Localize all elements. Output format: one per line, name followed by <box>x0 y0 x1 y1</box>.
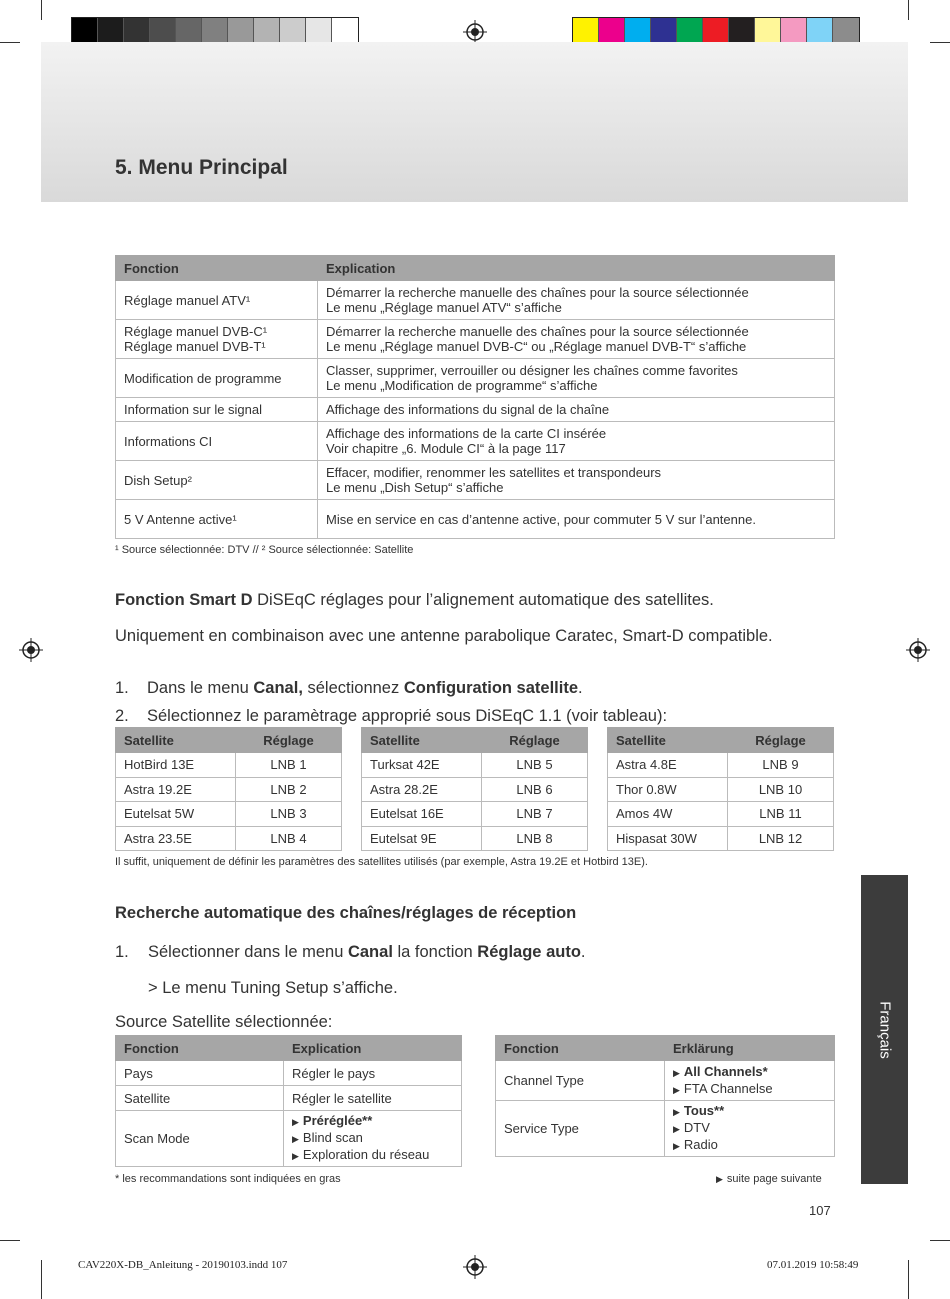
option-text: All Channels* <box>683 1063 768 1079</box>
table-row <box>116 753 342 778</box>
page-number: 107 <box>809 1203 831 1218</box>
satellite-name: Amos 4W <box>608 802 728 827</box>
table-header-row <box>608 728 834 753</box>
option-text: Tous** <box>683 1103 725 1118</box>
function-name: Service Type <box>496 1101 665 1157</box>
column-header: Réglage <box>236 728 342 753</box>
function-name: Pays <box>116 1061 284 1086</box>
table-header-row <box>116 1036 462 1061</box>
option-text: Blind scan <box>302 1130 363 1145</box>
option-text: Préréglée** <box>302 1113 373 1128</box>
table-row <box>496 1061 835 1101</box>
smartd-step-2 <box>115 707 835 726</box>
table-header-row <box>496 1036 835 1061</box>
function-name-line: 5 V Antenne active¹ <box>124 511 237 527</box>
function-description <box>318 320 835 359</box>
function-description <box>318 281 835 320</box>
table-row <box>116 802 342 827</box>
crop-mark <box>930 42 950 43</box>
smartd-title-bold: Fonction Smart D <box>115 591 253 609</box>
description-line: Démarrer la recherche manuelle des chaînes pour la source sélectionnée <box>326 324 749 339</box>
option-list <box>665 1101 835 1157</box>
arrow-right-icon: ▶ <box>292 1151 299 1161</box>
function-name <box>116 500 318 539</box>
function-description <box>318 422 835 461</box>
crop-mark <box>0 1240 20 1241</box>
lnb-setting: LNB 9 <box>728 753 834 778</box>
table-header-row <box>116 256 835 281</box>
satellite-name: Eutelsat 16E <box>362 802 482 827</box>
satellite-name: HotBird 13E <box>116 753 236 778</box>
step-text: Dans le menu <box>147 679 254 697</box>
description-line: Voir chapitre „6. Module CI“ à la page 117 <box>326 441 566 456</box>
step-text: la fonction <box>392 943 478 961</box>
table-row <box>116 320 835 359</box>
arrow-right-icon: ▶ <box>292 1134 299 1144</box>
continue-note-text: suite page suivante <box>726 1173 822 1185</box>
crop-mark <box>41 0 42 20</box>
step-text: sélectionnez <box>302 679 404 697</box>
autosearch-source: Source Satellite sélectionnée: <box>115 1013 333 1031</box>
step-number: 1. <box>115 679 129 697</box>
column-header: Erklärung <box>665 1036 835 1061</box>
crop-mark <box>41 1260 42 1299</box>
table-row <box>362 753 588 778</box>
lnb-setting: LNB 7 <box>482 802 588 827</box>
continue-note <box>716 1173 822 1185</box>
column-header: Satellite <box>116 728 236 753</box>
language-tab <box>861 875 908 1184</box>
lnb-setting: LNB 11 <box>728 802 834 827</box>
column-header: Explication <box>318 256 835 281</box>
option-text: DTV <box>683 1120 710 1135</box>
smartd-step-1 <box>115 679 835 698</box>
satellite-table-3 <box>607 727 834 851</box>
table-row <box>362 802 588 827</box>
option-text: FTA Channelse <box>683 1080 773 1096</box>
description-line: Le menu „Modification de programme“ s’affiche <box>326 378 598 393</box>
arrow-right-icon: ▶ <box>673 1084 680 1095</box>
registration-mark-icon <box>906 638 930 662</box>
table-row <box>362 826 588 851</box>
description-line: Démarrer la recherche manuelle des chaînes pour la source sélectionnée <box>326 285 749 300</box>
description-line: Classer, supprimer, verrouiller ou désigner les chaînes comme favorites <box>326 363 738 378</box>
step-number: 2. <box>115 707 129 725</box>
lnb-setting: LNB 2 <box>236 777 342 802</box>
satellite-name: Hispasat 30W <box>608 826 728 851</box>
crop-mark <box>0 42 20 43</box>
arrow-right-icon: ▶ <box>673 1067 680 1078</box>
table-row <box>608 826 834 851</box>
function-name-line: Réglage manuel DVB-C¹ <box>124 324 268 339</box>
table-row <box>608 777 834 802</box>
satellite-name: Astra 28.2E <box>362 777 482 802</box>
satellite-note: Il suffit, uniquement de définir les paramètres des satellites utilisés (par exemple, Astra 19.2E et Hotbird 13E). <box>115 856 648 868</box>
lnb-setting: LNB 8 <box>482 826 588 851</box>
description-line: Le menu „Réglage manuel DVB-C“ ou „Réglage manuel DVB-T“ s’affiche <box>326 339 747 354</box>
step-text-bold: Canal <box>347 943 393 961</box>
function-name: Scan Mode <box>116 1111 284 1167</box>
table-header-row <box>362 728 588 753</box>
lnb-setting: LNB 5 <box>482 753 588 778</box>
function-name <box>116 422 318 461</box>
table-row <box>116 1086 462 1111</box>
function-name-line: Informations CI <box>124 433 213 449</box>
column-header: Réglage <box>482 728 588 753</box>
function-name <box>116 281 318 320</box>
step-text: Sélectionnez le paramètrage approprié sous DiSEqC 1.1 (voir tableau): <box>147 707 668 725</box>
scan-settings-table <box>115 1035 462 1167</box>
arrow-right-icon: ▶ <box>673 1124 680 1134</box>
language-tab-label: Français <box>876 1000 893 1059</box>
description-line: Affichage des informations du signal de la chaîne <box>326 402 610 417</box>
smartd-title <box>115 591 835 610</box>
column-header: Satellite <box>362 728 482 753</box>
function-name: Satellite <box>116 1086 284 1111</box>
autosearch-result: > Le menu Tuning Setup s’affiche. <box>148 979 398 997</box>
satellite-name: Astra 4.8E <box>608 753 728 778</box>
step-text-bold: Configuration satellite <box>403 679 579 697</box>
function-name <box>116 320 318 359</box>
autosearch-step-1 <box>115 943 835 962</box>
function-name-line: Dish Setup² <box>124 472 192 488</box>
column-header: Réglage <box>728 728 834 753</box>
column-header: Satellite <box>608 728 728 753</box>
crop-mark <box>908 0 909 20</box>
lnb-setting: LNB 12 <box>728 826 834 851</box>
satellite-name: Eutelsat 5W <box>116 802 236 827</box>
table-row <box>362 777 588 802</box>
function-name-line: Réglage manuel DVB-T¹ <box>124 339 266 354</box>
table-row <box>116 500 835 539</box>
step-text: . <box>578 679 583 697</box>
step-text: . <box>580 943 586 961</box>
arrow-right-icon: ▶ <box>673 1107 680 1117</box>
option-list <box>284 1111 462 1167</box>
registration-mark-icon <box>463 1255 487 1279</box>
lnb-setting: LNB 10 <box>728 777 834 802</box>
smartd-paragraph: Uniquement en combinaison avec une antenne parabolique Caratec, Smart-D compatible. <box>115 627 773 645</box>
table-row <box>116 359 835 398</box>
smartd-title-rest: DiSEqC réglages pour l’alignement automatique des satellites. <box>252 591 714 609</box>
chapter-title: 5. Menu Principal <box>115 156 288 179</box>
table-row <box>116 422 835 461</box>
functions-footnote: ¹ Source sélectionnée: DTV // ² Source sélectionnée: Satellite <box>115 544 414 556</box>
arrow-right-icon: ▶ <box>292 1117 299 1127</box>
function-description <box>318 500 835 539</box>
table-row <box>116 461 835 500</box>
option-text: Régler le pays <box>292 1065 376 1081</box>
satellite-name: Turksat 42E <box>362 753 482 778</box>
column-header: Fonction <box>496 1036 665 1061</box>
table-row <box>608 802 834 827</box>
function-description <box>318 461 835 500</box>
step-text-bold: Canal, <box>253 679 303 697</box>
recommendation-note: * les recommandations sont indiquées en gras <box>115 1173 341 1185</box>
description-line: Le menu „Réglage manuel ATV“ s’affiche <box>326 300 562 315</box>
column-header: Explication <box>284 1036 462 1061</box>
step-text-bold: Réglage auto <box>477 943 581 961</box>
crop-mark <box>908 1260 909 1299</box>
registration-mark-icon <box>19 638 43 662</box>
lnb-setting: LNB 4 <box>236 826 342 851</box>
table-header-row <box>116 728 342 753</box>
satellite-name: Thor 0.8W <box>608 777 728 802</box>
description-line: Mise en service en cas d’antenne active, pour commuter 5 V sur l’antenne. <box>326 511 756 527</box>
function-name-line: Réglage manuel ATV¹ <box>124 292 251 308</box>
satellite-name: Astra 19.2E <box>116 777 236 802</box>
slug-file-info: CAV220X-DB_Anleitung - 20190103.indd 107 <box>78 1259 288 1271</box>
function-description <box>318 359 835 398</box>
function-name-line: Information sur le signal <box>124 402 263 417</box>
description-line: Le menu „Dish Setup“ s’affiche <box>326 480 504 495</box>
table-row <box>116 1111 462 1167</box>
step-number: 1. <box>115 943 129 961</box>
option-text: Régler le satellite <box>292 1090 392 1106</box>
column-header: Fonction <box>116 256 318 281</box>
function-description <box>318 398 835 422</box>
satellite-table-1 <box>115 727 342 851</box>
description-line: Effacer, modifier, renommer les satellites et transpondeurs <box>326 465 662 480</box>
option-text: Radio <box>683 1137 718 1152</box>
function-name <box>116 461 318 500</box>
table-row <box>116 1061 462 1086</box>
table-row <box>116 398 835 422</box>
arrow-right-icon: ▶ <box>673 1141 680 1151</box>
function-name <box>116 398 318 422</box>
option-list <box>284 1061 462 1086</box>
functions-table <box>115 255 835 539</box>
slug-timestamp: 07.01.2019 10:58:49 <box>767 1259 859 1271</box>
function-name <box>116 359 318 398</box>
table-row <box>496 1101 835 1157</box>
lnb-setting: LNB 6 <box>482 777 588 802</box>
table-row <box>116 777 342 802</box>
satellite-table-2 <box>361 727 588 851</box>
satellite-name: Astra 23.5E <box>116 826 236 851</box>
table-row <box>608 753 834 778</box>
option-list <box>665 1061 835 1101</box>
crop-mark <box>930 1240 950 1241</box>
lnb-setting: LNB 3 <box>236 802 342 827</box>
step-text: Sélectionner dans le menu <box>148 943 348 961</box>
table-row <box>116 826 342 851</box>
autosearch-heading: Recherche automatique des chaînes/réglages de réception <box>115 904 577 922</box>
function-name-line: Modification de programme <box>124 370 282 386</box>
column-header: Fonction <box>116 1036 284 1061</box>
channel-settings-table <box>495 1035 835 1157</box>
lnb-setting: LNB 1 <box>236 753 342 778</box>
option-list <box>284 1086 462 1111</box>
option-text: Exploration du réseau <box>302 1147 430 1162</box>
registration-mark-icon <box>463 20 487 44</box>
table-row <box>116 281 835 320</box>
arrow-right-icon: ▶ <box>716 1174 723 1184</box>
satellite-name: Eutelsat 9E <box>362 826 482 851</box>
function-name: Channel Type <box>496 1061 665 1101</box>
description-line: Affichage des informations de la carte CI insérée <box>326 426 607 441</box>
